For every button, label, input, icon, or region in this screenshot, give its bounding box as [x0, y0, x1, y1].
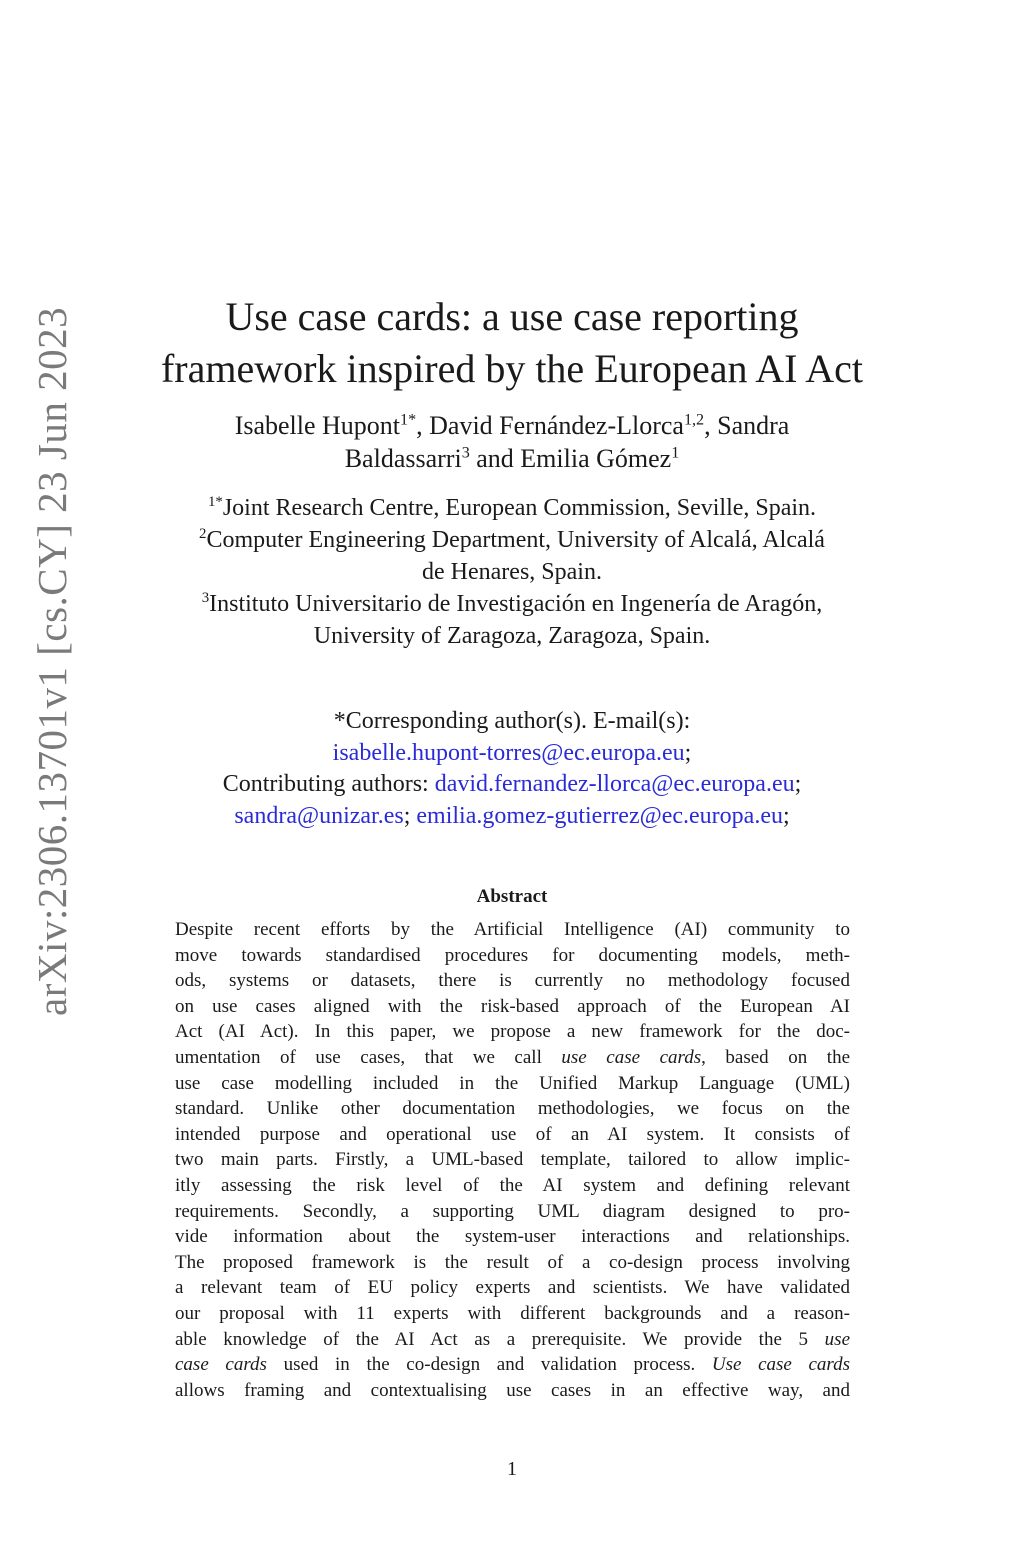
- abstract-line: on use cases aligned with the risk-based approach of the European AI: [175, 995, 850, 1017]
- affiliation-mark: 2: [199, 526, 207, 542]
- abstract-emphasis: use: [824, 1328, 850, 1350]
- abstract-line: itly assessing the risk level of the AI system and defining relevant: [175, 1174, 850, 1196]
- affiliation-text: Computer Engineering Department, University of Alcalá, Alcalá: [206, 527, 825, 553]
- author-line-1: Isabelle Hupont$^{1*}$, David Fernández-Llorca$^{1,2}$, Sandra: [234, 411, 790, 440]
- contributing-label: Contributing authors:: [222, 771, 429, 797]
- abstract-line: umentation of use cases, that we call use case cards, based on the: [175, 1046, 850, 1068]
- affiliation-1: [130, 492, 894, 524]
- paper-title: [120, 291, 904, 395]
- page-number: 1: [507, 1458, 517, 1480]
- affiliation-text-cont: de Henares, Spain.: [422, 559, 602, 585]
- author-name: Isabelle Hupont: [234, 411, 401, 440]
- arxiv-identifier-stamp: arXiv:2306.13701v1 [cs.CY] 23 Jun 2023: [29, 306, 75, 1016]
- abstract-line: move towards standardised procedures for documenting models, meth-: [175, 944, 850, 966]
- affiliation-mark: 3: [201, 590, 210, 606]
- abstract-line: The proposed framework is the result of a co-design process involving: [175, 1251, 850, 1273]
- contributor-email-link[interactable]: sandra@unizar.es: [234, 802, 404, 829]
- abstract-line: our proposal with 11 experts with different backgrounds and a reason-: [175, 1302, 850, 1324]
- title-line-1: Use case cards: a use case reporting: [225, 293, 799, 339]
- contact-info: *Corresponding author(s). E-mail(s): isabelle.hupont-torres@ec.europa.eu; Contributing authors: david.fernandez-llorca@ec.europa.eu; sandra@unizar.es; emilia.gomez-gutierrez@ec.europa.eu;: [120, 706, 904, 832]
- abstract-line: requirements. Secondly, a supporting UML diagram designed to pro-: [175, 1200, 850, 1222]
- corresponding-email-link[interactable]: isabelle.hupont-torres@ec.europa.eu: [332, 739, 685, 766]
- abstract-line: Act (AI Act). In this paper, we propose a new framework for the doc-: [175, 1021, 850, 1043]
- author-list: [140, 409, 884, 475]
- abstract-body: [175, 917, 850, 1403]
- abstract-line: vide information about the system-user interactions and relationships.: [175, 1226, 850, 1248]
- abstract-line: a relevant team of EU policy experts and scientists. We have validated: [175, 1277, 850, 1299]
- affiliation-3: [130, 588, 894, 652]
- abstract-emphasis: Use case cards: [711, 1354, 850, 1376]
- abstract-line: case cards used in the co-design and validation process. Use case cards: [175, 1354, 850, 1376]
- title-line-2: framework inspired by the European AI Act: [160, 345, 863, 391]
- author-name: Emilia Gómez: [520, 444, 672, 473]
- author-affiliation-mark: 1*: [400, 411, 417, 429]
- contributor-email-link[interactable]: emilia.gomez-gutierrez@ec.europa.eu: [416, 802, 783, 829]
- author-affiliation-mark: 1,2: [683, 411, 705, 429]
- author-name: David Fernández-Llorca: [429, 411, 684, 440]
- author-name: Baldassarri: [344, 444, 462, 473]
- affiliation-text: Instituto Universitario de Investigación en Ingenería de Aragón,: [209, 591, 823, 617]
- abstract-emphasis: use case cards: [561, 1046, 702, 1068]
- contributor-email-link[interactable]: david.fernandez-llorca@ec.europa.eu: [434, 771, 795, 797]
- abstract-emphasis: case cards: [175, 1354, 267, 1376]
- author-name: Sandra: [717, 411, 790, 440]
- abstract-line: Despite recent efforts by the Artificial Intelligence (AI) community to: [175, 919, 850, 940]
- author-affiliation-mark: 1: [671, 444, 680, 462]
- abstract-line: ods, systems or datasets, there is currently no methodology focused: [175, 970, 850, 992]
- affiliation-text: Joint Research Centre, European Commission, Seville, Spain.: [222, 495, 817, 521]
- affiliations: [130, 492, 894, 652]
- corresponding-label: *Corresponding author(s). E-mail(s):: [333, 708, 691, 734]
- affiliation-text-cont: University of Zaragoza, Zaragoza, Spain.: [313, 623, 711, 649]
- affiliation-mark: 1*: [207, 494, 223, 510]
- abstract-line: able knowledge of the AI Act as a prerequisite. We provide the 5 use: [175, 1328, 850, 1350]
- affiliation-2: [130, 524, 894, 588]
- abstract-line: allows framing and contextualising use cases in an effective way, and: [175, 1379, 850, 1401]
- abstract-line: intended purpose and operational use of an AI system. It consists of: [175, 1123, 850, 1145]
- author-affiliation-mark: 3: [461, 444, 470, 462]
- abstract-line: standard. Unlike other documentation methodologies, we focus on the: [175, 1098, 850, 1120]
- abstract-line: two main parts. Firstly, a UML-based template, tailored to allow implic-: [175, 1149, 850, 1171]
- abstract-heading: Abstract: [476, 886, 548, 907]
- abstract-line: use case modelling included in the Unified Markup Language (UML): [175, 1072, 850, 1094]
- author-conjunction: and: [476, 444, 514, 473]
- author-line-2: [140, 442, 884, 475]
